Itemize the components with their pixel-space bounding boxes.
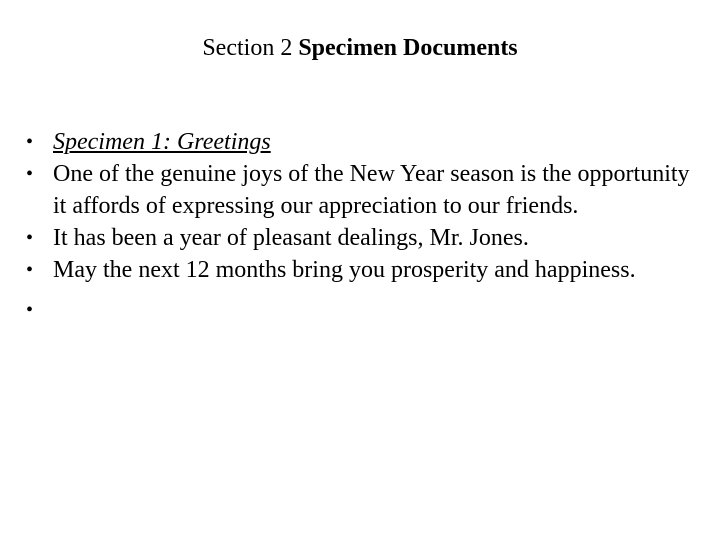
bullet-item — [0, 222, 720, 254]
bullet-item — [0, 254, 720, 286]
bullet-icon: • — [26, 299, 34, 321]
bullet-icon: • — [26, 163, 34, 185]
slide-title — [0, 33, 720, 63]
bullet-text: It has been a year of pleasant dealings, Mr. Jones. — [53, 225, 529, 251]
bullet-icon: • — [26, 259, 34, 281]
bullet-item — [0, 158, 720, 222]
bullet-list — [0, 126, 720, 328]
bullet-icon: • — [26, 131, 34, 153]
bullet-text: May the next 12 months bring you prosperity and happiness. — [53, 257, 636, 283]
bullet-item — [0, 126, 720, 158]
title-bold: Specimen Documents — [298, 35, 518, 61]
bullet-heading: Specimen 1: Greetings — [53, 129, 271, 155]
bullet-icon: • — [26, 227, 34, 249]
title-prefix: Section 2 — [202, 35, 299, 61]
bullet-text: One of the genuine joys of the New Year season is the opportunity it affords of expressing our appreciation to our friends. — [53, 161, 690, 219]
bullet-item-empty — [0, 286, 720, 328]
